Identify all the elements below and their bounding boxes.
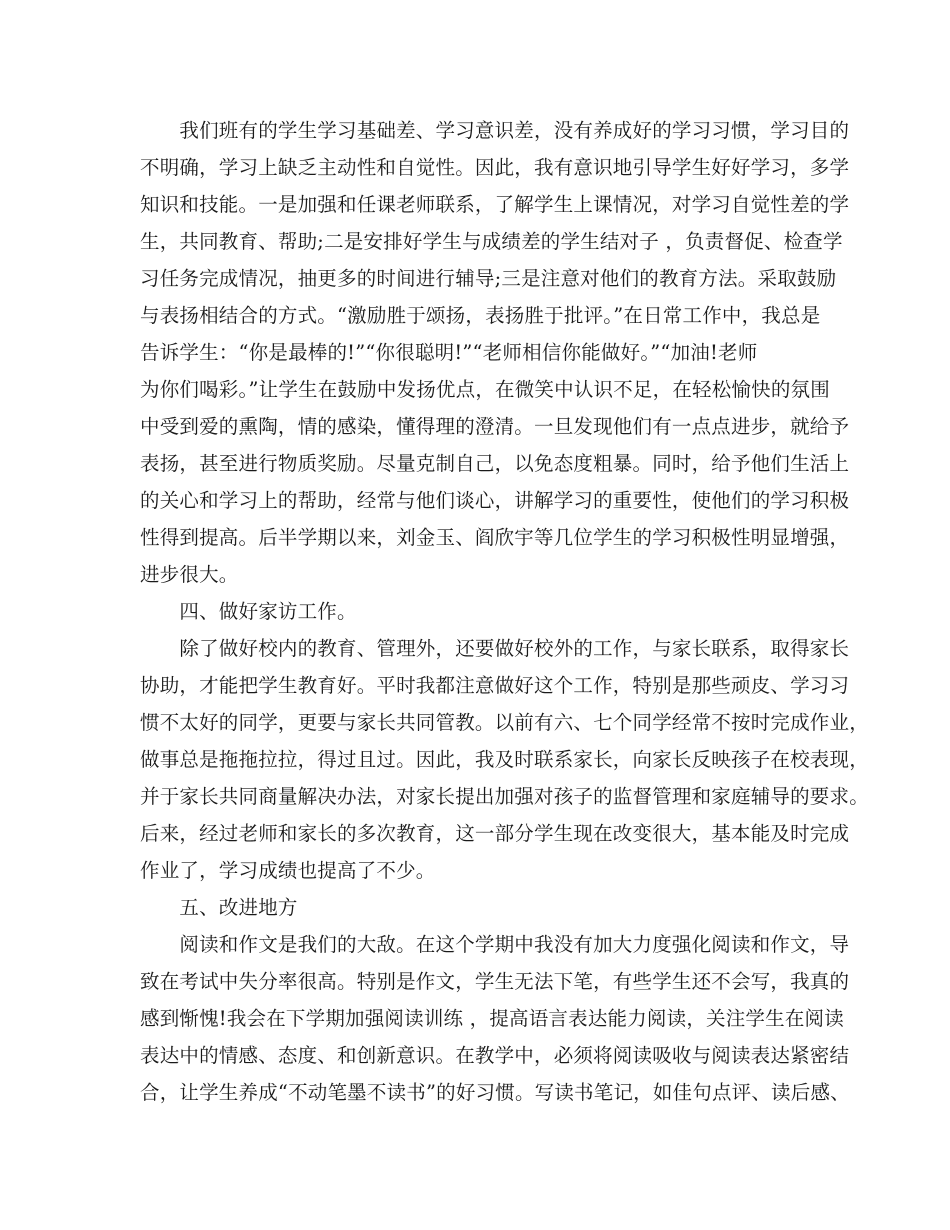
text-line: 做事总是拖拖拉拉，得过且过。因此，我及时联系家长，向家长反映孩子在校表现， bbox=[140, 748, 869, 771]
text-line: 并于家长共同商量解决办法，对家长提出加强对孩子的监督管理和家庭辅导的要求。 bbox=[140, 785, 869, 808]
text-line: 与表扬相结合的方式。“激励胜于颂扬，表扬胜于批评。”在日常工作中，我总是 bbox=[140, 304, 821, 327]
text-line: 协助，才能把学生教育好。平时我都注意做好这个工作，特别是那些顽皮、学习习 bbox=[140, 674, 850, 697]
text-line: 致在考试中失分率很高。特别是作文，学生无法下笔，有些学生还不会写，我真的 bbox=[140, 970, 850, 993]
text-line: 后来，经过老师和家长的多次教育，这一部分学生现在改变很大，基本能及时完成 bbox=[140, 822, 850, 845]
text-line: 进步很大。 bbox=[140, 563, 239, 586]
text-line: 我们班有的学生学习基础差、学习意识差，没有养成好的学习习惯，学习目的 bbox=[140, 119, 850, 142]
text-line: 生，共同教育、帮助;二是安排好学生与成绩差的学生结对子 ，负责督促、检查学 bbox=[140, 230, 843, 253]
text-line: 为你们喝彩。”让学生在鼓励中发扬优点，在微笑中认识不足，在轻松愉快的氛围 bbox=[140, 378, 830, 401]
text-line: 不明确，学习上缺乏主动性和自觉性。因此，我有意识地引导学生好好学习，多学 bbox=[140, 156, 850, 179]
text-line: 性得到提高。后半学期以来，刘金玉、阎欣宇等几位学生的学习积极性明显增强， bbox=[140, 526, 850, 549]
text-line: 告诉学生：“你是最棒的!”“你很聪明!”“老师相信你能做好。”“加油!老师 bbox=[140, 341, 758, 364]
text-line: 知识和技能。一是加强和任课老师联系，了解学生上课情况，对学习自觉性差的学 bbox=[140, 193, 850, 216]
section-heading: 四、做好家访工作。 bbox=[140, 600, 357, 623]
text-line: 习任务完成情况，抽更多的时间进行辅导;三是注意对他们的教育方法。采取鼓励 bbox=[140, 267, 837, 290]
text-line: 中受到爱的熏陶，情的感染，懂得理的澄清。一旦发现他们有一点点进步，就给予 bbox=[140, 415, 850, 438]
text-line: 合，让学生养成“不动笔墨不读书”的好习惯。写读书笔记，如佳句点评、读后感、 bbox=[140, 1081, 850, 1104]
text-line: 阅读和作文是我们的大敌。在这个学期中我没有加大力度强化阅读和作文，导 bbox=[140, 933, 850, 956]
text-line: 惯不太好的同学，更要与家长共同管教。以前有六、七个同学经常不按时完成作业， bbox=[140, 711, 869, 734]
text-line: 感到惭愧!我会在下学期加强阅读训练 ，提高语言表达能力阅读，关注学生在阅读 bbox=[140, 1007, 844, 1030]
text-line: 表扬，甚至进行物质奖励。尽量克制自己，以免态度粗暴。同时，给予他们生活上 bbox=[140, 452, 850, 475]
section-heading: 五、改进地方 bbox=[140, 896, 298, 919]
text-line: 除了做好校内的教育、管理外，还要做好校外的工作，与家长联系，取得家长 bbox=[140, 637, 850, 660]
text-line: 作业了，学习成绩也提高了不少。 bbox=[140, 859, 436, 882]
text-line: 的关心和学习上的帮助，经常与他们谈心，讲解学习的重要性，使他们的学习积极 bbox=[140, 489, 850, 512]
text-line: 表达中的情感、态度、和创新意识。在教学中，必须将阅读吸收与阅读表达紧密结 bbox=[140, 1044, 850, 1067]
